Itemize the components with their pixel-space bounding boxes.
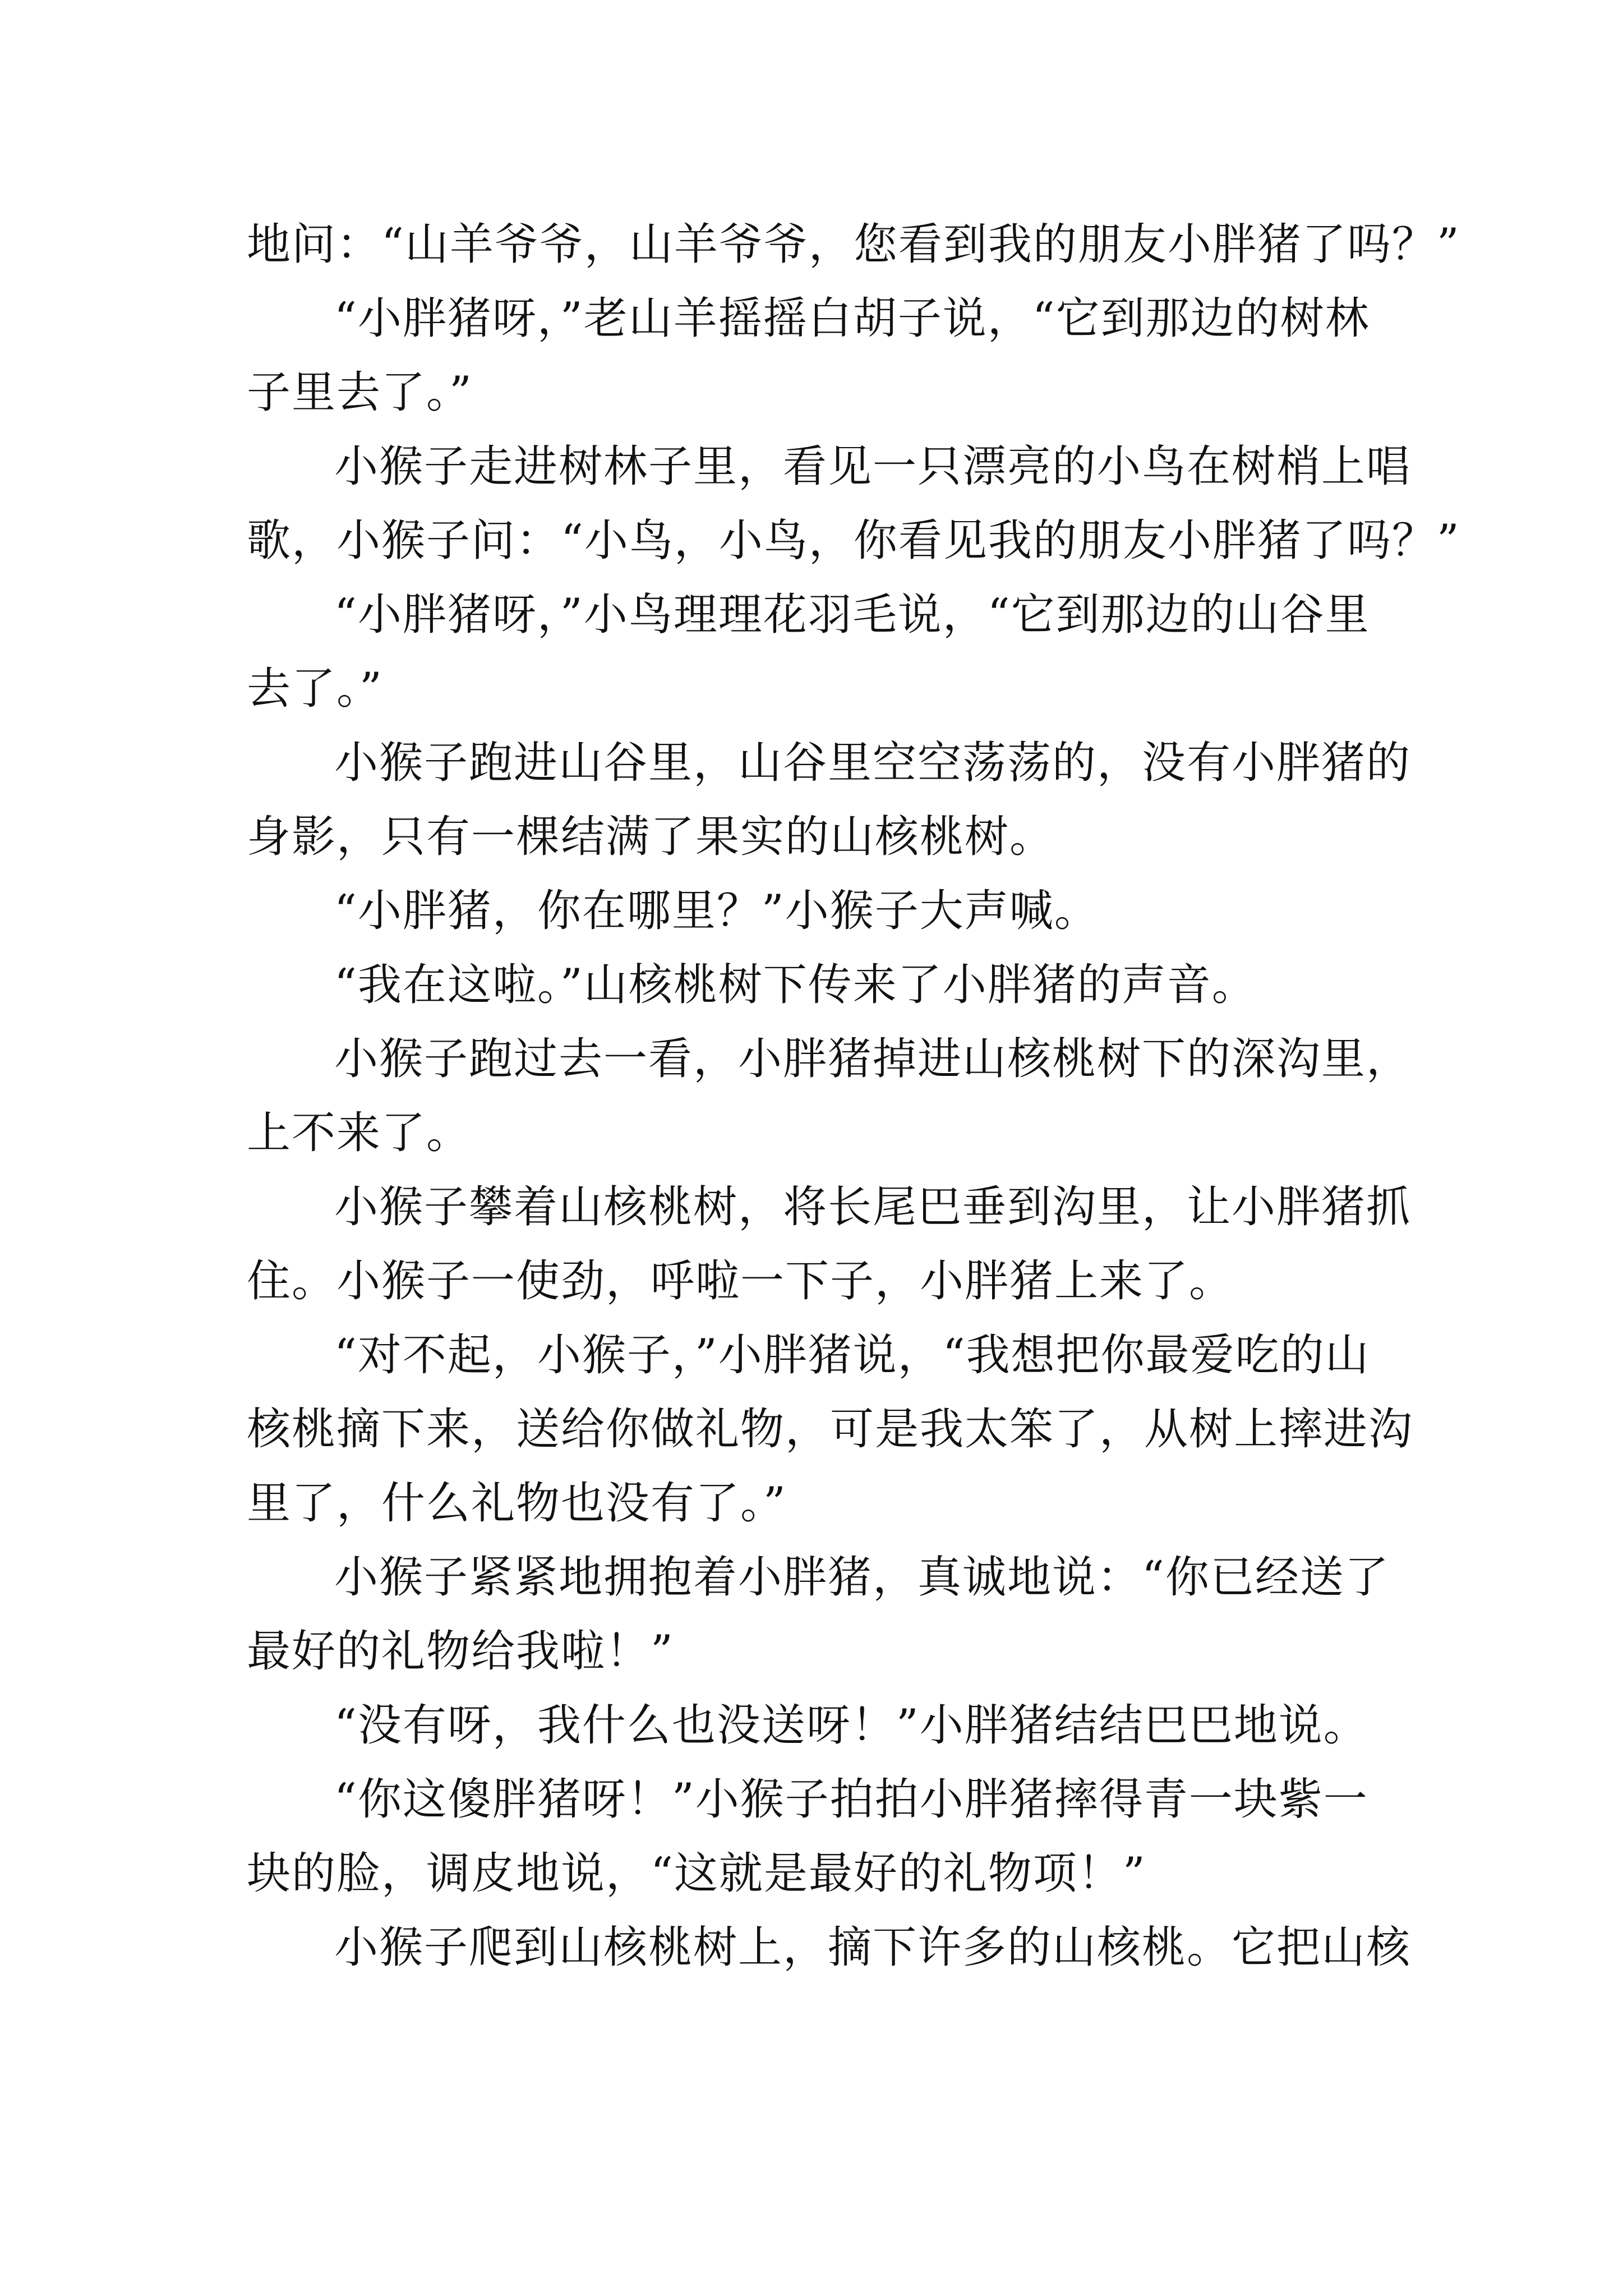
text-line: 子里去了。” xyxy=(247,367,473,418)
text-line: “你这傻胖猪呀！”小猴子拍拍小胖猪摔得青一块紫一 xyxy=(334,1774,1368,1825)
text-line: 上不来了。 xyxy=(247,1108,472,1158)
text-line: 核桃摘下来，送给你做礼物，可是我太笨了，从树上摔进沟 xyxy=(247,1404,1414,1455)
text-line: 块的脸，调皮地说，“这就是最好的礼物项！” xyxy=(247,1848,1146,1899)
text-line: “小胖猪呀，”老山羊摇摇白胡子说，“它到那边的树林 xyxy=(334,293,1370,344)
text-line: 小猴子紧紧地拥抱着小胖猪，真诚地说：“你已经送了 xyxy=(334,1552,1390,1603)
text-line: “对不起，小猴子，”小胖猪说，“我想把你最爱吃的山 xyxy=(334,1330,1370,1381)
text-line: 最好的礼物给我啦！” xyxy=(247,1626,674,1677)
text-line: “我在这啦。”山核桃树下传来了小胖猪的声音。 xyxy=(334,960,1257,1010)
text-line: 小猴子跑过去一看，小胖猪掉进山核桃树下的深沟里， xyxy=(334,1034,1412,1084)
text-line: 小猴子跑进山谷里，山谷里空空荡荡的，没有小胖猪的 xyxy=(334,738,1412,788)
text-line: 身影，只有一棵结满了果实的山核桃树。 xyxy=(247,812,1055,862)
text-line: 去了。” xyxy=(247,664,383,714)
text-line: 小猴子攀着山核桃树，将长尾巴垂到沟里，让小胖猪抓 xyxy=(334,1182,1412,1232)
text-line: 歌，小猴子问：“小鸟，小鸟，你看见我的朋友小胖猪了吗？” xyxy=(247,516,1460,566)
text-line: “小胖猪，你在哪里？”小猴子大声喊。 xyxy=(334,886,1099,936)
text-line: 里了，什么礼物也没有了。” xyxy=(247,1478,787,1529)
text-line: 小猴子走进树林子里，看见一只漂亮的小鸟在树梢上唱 xyxy=(334,441,1412,492)
text-line: 住。小猴子一使劲，呼啦一下子，小胖猪上来了。 xyxy=(247,1256,1234,1306)
text-line: “小胖猪呀，”小鸟理理花羽毛说，“它到那边的山谷里 xyxy=(334,590,1370,640)
text-line: 小猴子爬到山核桃树上，摘下许多的山核桃。它把山核 xyxy=(334,1922,1412,1973)
story-text xyxy=(247,208,1460,1985)
text-line: 地问：“山羊爷爷，山羊爷爷，您看到我的朋友小胖猪了吗？” xyxy=(247,219,1460,270)
text-line: “没有呀，我什么也没送呀！”小胖猪结结巴巴地说。 xyxy=(334,1700,1368,1751)
